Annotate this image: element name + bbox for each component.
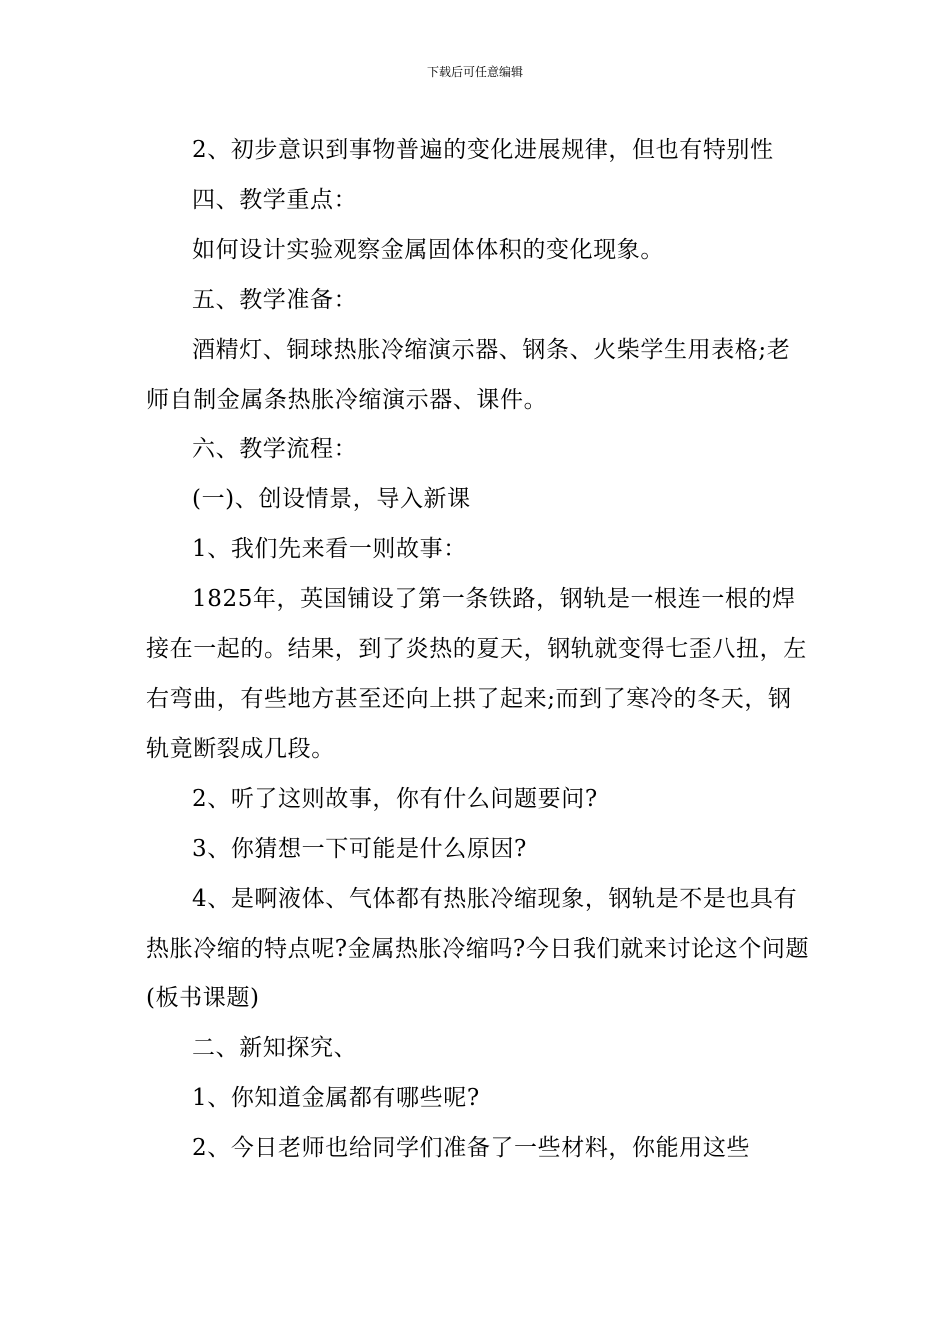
section-heading: 五、教学准备： (192, 286, 358, 313)
section-heading: 六、教学流程： (192, 436, 358, 463)
paragraph: 2、今日老师也给同学们准备了一些材料，你能用这些 (192, 1135, 751, 1162)
document-body (146, 126, 810, 1174)
paragraph: 酒精灯、铜球热胀冷缩演示器、钢条、火柴学生用表格;老师自制金属条热胀冷缩演示器、课件。 (146, 336, 791, 413)
paragraph: 2、初步意识到事物普遍的变化进展规律，但也有特别性 (192, 137, 774, 163)
paragraph: 1、我们先来看一则故事： (192, 536, 467, 563)
paragraph: 2、听了这则故事，你有什么问题要问? (192, 785, 598, 812)
page-header: 下载后可任意编辑 (426, 65, 523, 79)
paragraph: 如何设计实验观察金属固体体积的变化现象。 (192, 236, 664, 263)
paragraph: 4、是啊液体、气体都有热胀冷缩现象，钢轨是不是也具有热胀冷缩的特点呢?金属热胀冷缩吗?今日我们就来讨论这个问题(板书课题) (146, 885, 810, 1012)
paragraph: 3、你猜想一下可能是什么原因? (192, 835, 527, 862)
subsection-heading: (一)、创设情景，导入新课 (192, 486, 471, 513)
paragraph: 1、你知道金属都有哪些呢? (192, 1085, 480, 1112)
section-heading: 二、新知探究、 (192, 1035, 358, 1062)
section-heading: 四、教学重点： (192, 186, 358, 213)
paragraph: 1825年，英国铺设了第一条铁路，钢轨是一根连一根的焊接在一起的。结果，到了炎热的夏天，钢轨就变得七歪八扭，左右弯曲，有些地方甚至还向上拱了起来;而到了寒冷的冬天，钢轨竟断裂成几段。 (146, 586, 807, 762)
